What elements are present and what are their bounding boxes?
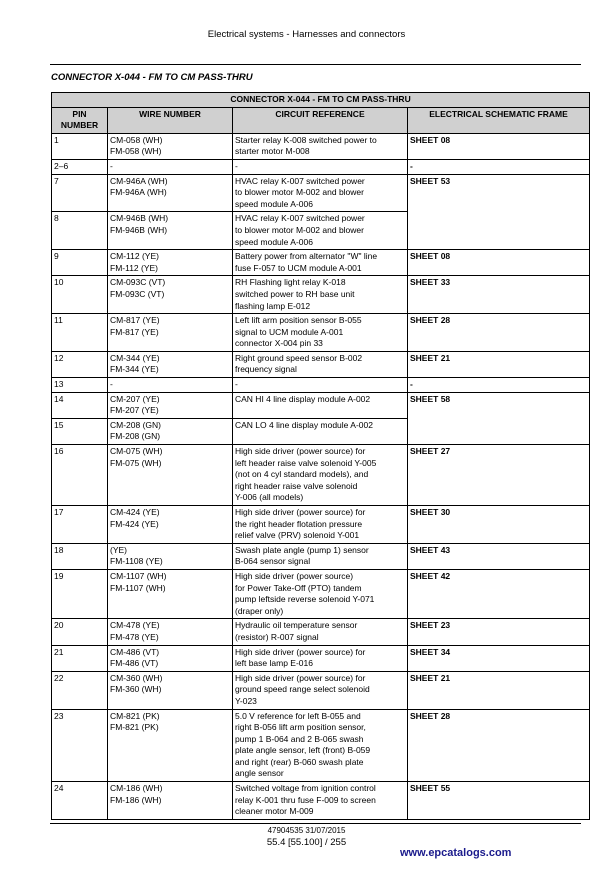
wire-number-line: CM-207 (YE) [110,393,160,404]
circuit-reference-header: CIRCUIT REFERENCE [233,107,408,133]
table-row [52,314,590,352]
pin-number-cell: 21 [52,645,108,671]
wire-number-cell [108,276,233,314]
circuit-reference-line: CAN LO 4 line display module A-002 [235,419,373,430]
section-title: CONNECTOR X-044 - FM TO CM PASS-THRU [51,72,253,83]
pin-number-cell: 7 [52,174,108,212]
wire-number-line: FM-186 (WH) [110,794,162,805]
circuit-reference-line: frequency signal [235,364,297,375]
circuit-reference-line: relay K-001 thru fuse F-009 to screen [235,794,376,805]
circuit-reference-line: Y-006 (all models) [235,492,304,503]
page-reference: 55.4 [55.100] / 255 [266,837,347,848]
wire-number-line: CM-360 (WH) [110,672,163,683]
circuit-reference-line: High side driver (power source) for [235,507,366,517]
wire-number-cell [108,418,233,444]
circuit-reference-line: RH Flashing light relay K-018 [235,277,346,288]
wire-number-line: FM-486 (VT) [110,658,159,669]
schematic-frame-cell: - [408,159,590,174]
wire-number-line: CM-344 (YE) [110,352,160,363]
circuit-reference-line: Right ground speed sensor B-002 [235,352,363,363]
pin-number-cell: 2–6 [52,159,108,174]
pin-number-header [52,107,108,133]
circuit-reference-line: the right header flotation pressure [235,518,363,529]
schematic-frame-cell: SHEET 28 [408,314,590,352]
circuit-reference-line: left header raise valve solenoid Y-005 [235,457,377,468]
circuit-reference-line: - [235,379,238,390]
circuit-reference-line: High side driver (power source) for [235,446,366,457]
wire-number-cell [108,250,233,276]
circuit-reference-cell [233,506,408,544]
schematic-frame-cell: SHEET 33 [408,276,590,314]
wire-number-line: FM-207 (YE) [110,405,159,416]
wire-number-cell [108,445,233,506]
number-header-line: NUMBER [60,120,99,131]
wire-number-line: FM-424 (YE) [110,518,159,529]
wire-number-cell [108,314,233,352]
pin-number-cell: 22 [52,671,108,709]
wire-number-line: FM-360 (WH) [110,684,162,695]
wire-number-line: FM-112 (YE) [110,262,159,273]
pin-number-cell: 11 [52,314,108,352]
circuit-reference-line: Starter relay K-008 switched power to [235,134,377,145]
circuit-reference-cell [233,212,408,250]
circuit-reference-line: signal to UCM module A-001 [235,326,344,337]
header-rule [50,64,581,65]
wire-number-cell [108,133,233,159]
wire-number-line: FM-058 (WH) [110,146,162,157]
circuit-reference-line: and right (rear) B-060 swash plate [235,756,364,767]
pin-number-cell: 14 [52,392,108,418]
circuit-reference-line: plate angle sensor, left (front) B-059 [235,745,371,756]
circuit-reference-cell [233,159,408,174]
pin-number-cell: 18 [52,543,108,569]
schematic-frame-cell: SHEET 21 [408,351,590,377]
circuit-reference-line: flashing lamp E-012 [235,300,311,311]
wire-number-cell [108,569,233,618]
circuit-reference-cell [233,276,408,314]
running-header: Electrical systems - Harnesses and connectors [207,29,406,40]
circuit-reference-line: pump leftside reverse solenoid Y-071 [235,594,375,605]
table-row [52,392,590,418]
schematic-frame-cell: SHEET 21 [408,671,590,709]
schematic-frame-cell: SHEET 27 [408,445,590,506]
wire-number-line: CM-1107 (WH) [110,570,167,581]
footer-rule [50,823,581,824]
pin-number-cell: 9 [52,250,108,276]
schematic-frame-cell: - [408,378,590,393]
wire-number-line: CM-058 (WH) [110,134,163,145]
wire-number-line: FM-817 (YE) [110,326,159,337]
wire-number-line: CM-208 (GN) [110,419,162,430]
wire-number-cell [108,671,233,709]
circuit-reference-line: cleaner motor M-009 [235,806,314,817]
schematic-frame-cell: SHEET 55 [408,782,590,820]
wire-number-line: FM-093C (VT) [110,288,165,299]
pin-number-cell: 17 [52,506,108,544]
circuit-reference-line: fuse F-057 to UCM module A-001 [235,262,362,273]
circuit-reference-cell [233,314,408,352]
wire-number-line: CM-075 (WH) [110,446,163,457]
circuit-reference-line: (resistor) R-007 signal [235,631,319,642]
table-row [52,276,590,314]
table-row [52,351,590,377]
circuit-reference-line: - [235,160,238,171]
circuit-reference-cell [233,351,408,377]
table-row [52,645,590,671]
circuit-reference-line: right header raise valve solenoid [235,480,358,491]
circuit-reference-cell [233,378,408,393]
wire-number-line: CM-424 (YE) [110,507,160,517]
table-row [52,250,590,276]
wire-number-cell [108,392,233,418]
table-row [52,506,590,544]
circuit-reference-line: High side driver (power source) for [235,672,366,683]
wire-number-cell [108,351,233,377]
pin-number-cell: 16 [52,445,108,506]
wire-number-line: FM-946B (WH) [110,224,168,235]
schematic-frame-cell: SHEET 23 [408,619,590,645]
table-row [52,378,590,393]
document-reference: 47904535 31/07/2015 [267,826,346,835]
circuit-reference-line: left base lamp E-016 [235,658,313,669]
schematic-frame-cell: SHEET 58 [408,392,590,444]
wire-number-header: WIRE NUMBER [108,107,233,133]
wire-number-cell [108,782,233,820]
pin-number-cell: 13 [52,378,108,393]
circuit-reference-cell [233,569,408,618]
table-row [52,133,590,159]
pin-number-cell: 20 [52,619,108,645]
circuit-reference-cell [233,543,408,569]
schematic-frame-cell: SHEET 30 [408,506,590,544]
table-row [52,159,590,174]
wire-number-line: CM-486 (VT) [110,646,160,657]
circuit-reference-line: to blower motor M-002 and blower [235,224,364,235]
circuit-reference-line: connector X-004 pin 33 [235,338,323,349]
circuit-reference-line: 5.0 V reference for left B-055 and [235,710,361,721]
circuit-reference-line: Y-023 [235,695,257,706]
schematic-frame-cell: SHEET 53 [408,174,590,250]
wire-number-cell [108,645,233,671]
circuit-reference-line: HVAC relay K-007 switched power [235,213,365,224]
wire-number-line: - [110,160,113,171]
wire-number-line: CM-946A (WH) [110,175,168,186]
circuit-reference-cell [233,782,408,820]
circuit-reference-line: Swash plate angle (pump 1) sensor [235,544,369,555]
wire-number-cell [108,709,233,782]
circuit-reference-line: starter motor M-008 [235,146,310,157]
circuit-reference-line: B-064 sensor signal [235,556,311,567]
circuit-reference-line: HVAC relay K-007 switched power [235,175,365,186]
circuit-reference-cell [233,445,408,506]
wire-number-cell [108,212,233,250]
circuit-reference-line: for Power Take-Off (PTO) tandem [235,582,362,593]
pin-number-cell: 8 [52,212,108,250]
pin-number-cell: 24 [52,782,108,820]
circuit-reference-cell [233,133,408,159]
wire-number-cell [108,159,233,174]
circuit-reference-line: switched power to RH base unit [235,288,355,299]
schematic-frame-cell: SHEET 34 [408,645,590,671]
connector-table [51,92,590,820]
wire-number-line: FM-344 (YE) [110,364,159,375]
pin-number-cell: 12 [52,351,108,377]
circuit-reference-line: right B-056 lift arm position sensor, [235,722,366,733]
wire-number-line: CM-817 (YE) [110,315,160,326]
wire-number-cell [108,543,233,569]
circuit-reference-cell [233,671,408,709]
table-caption: CONNECTOR X-044 - FM TO CM PASS-THRU [52,93,590,108]
circuit-reference-line: pump 1 B-064 and 2 B-065 swash [235,733,364,744]
wire-number-line: FM-1107 (WH) [110,582,166,593]
circuit-reference-line: Switched voltage from ignition control [235,783,376,794]
wire-number-line: FM-821 (PK) [110,722,159,733]
circuit-reference-line: ground speed range select solenoid [235,684,370,695]
table-row [52,671,590,709]
pin-header-line: PIN [72,108,87,119]
circuit-reference-cell [233,645,408,671]
circuit-reference-line: Battery power from alternator "W" line [235,251,378,262]
circuit-reference-cell [233,619,408,645]
circuit-reference-cell [233,709,408,782]
wire-number-line: CM-946B (WH) [110,213,169,224]
wire-number-line: FM-075 (WH) [110,457,162,468]
wire-number-line: CM-186 (WH) [110,783,163,794]
wire-number-line: - [110,379,113,390]
pin-number-cell: 23 [52,709,108,782]
circuit-reference-line: angle sensor [235,768,284,779]
wire-number-cell [108,174,233,212]
table-row [52,619,590,645]
table-row [52,174,590,212]
circuit-reference-line: relief valve (PRV) solenoid Y-001 [235,530,360,541]
wire-number-line: FM-946A (WH) [110,187,167,198]
wire-number-line: CM-478 (YE) [110,620,160,631]
table-row [52,709,590,782]
wire-number-cell [108,378,233,393]
wire-number-line: (YE) [110,544,127,555]
circuit-reference-cell [233,250,408,276]
pin-number-cell: 15 [52,418,108,444]
table-row [52,445,590,506]
schematic-frame-cell: SHEET 28 [408,709,590,782]
table-row [52,569,590,618]
circuit-reference-line: High side driver (power source) [235,570,354,581]
wire-number-line: FM-478 (YE) [110,631,159,642]
pin-number-cell: 19 [52,569,108,618]
table-row [52,782,590,820]
schematic-frame-cell: SHEET 42 [408,569,590,618]
circuit-reference-line: High side driver (power source) for [235,646,366,657]
wire-number-line: FM-1108 (YE) [110,556,163,567]
wire-number-line: CM-093C (VT) [110,277,166,288]
circuit-reference-cell [233,392,408,418]
pin-number-cell: 1 [52,133,108,159]
schematic-frame-header: ELECTRICAL SCHEMATIC FRAME [408,107,590,133]
wire-number-cell [108,506,233,544]
circuit-reference-line: speed module A-006 [235,198,313,209]
wire-number-cell [108,619,233,645]
wire-number-line: CM-112 (YE) [110,251,159,262]
circuit-reference-line: Hydraulic oil temperature sensor [235,620,358,631]
wire-number-line: CM-821 (PK) [110,710,160,721]
circuit-reference-line: CAN HI 4 line display module A-002 [235,393,371,404]
schematic-frame-cell: SHEET 43 [408,543,590,569]
wire-number-line: FM-208 (GN) [110,431,161,442]
circuit-reference-line: Left lift arm position sensor B-055 [235,315,362,326]
circuit-reference-line: to blower motor M-002 and blower [235,187,364,198]
pin-number-cell: 10 [52,276,108,314]
circuit-reference-cell [233,418,408,444]
circuit-reference-line: speed module A-006 [235,236,313,247]
table-row [52,543,590,569]
circuit-reference-cell [233,174,408,212]
schematic-frame-cell: SHEET 08 [408,133,590,159]
schematic-frame-cell: SHEET 08 [408,250,590,276]
circuit-reference-line: (not on 4 cyl standard models), and [235,469,369,480]
circuit-reference-line: (draper only) [235,605,284,616]
table-body [52,133,590,819]
watermark-text: www.epcatalogs.com [400,847,512,859]
